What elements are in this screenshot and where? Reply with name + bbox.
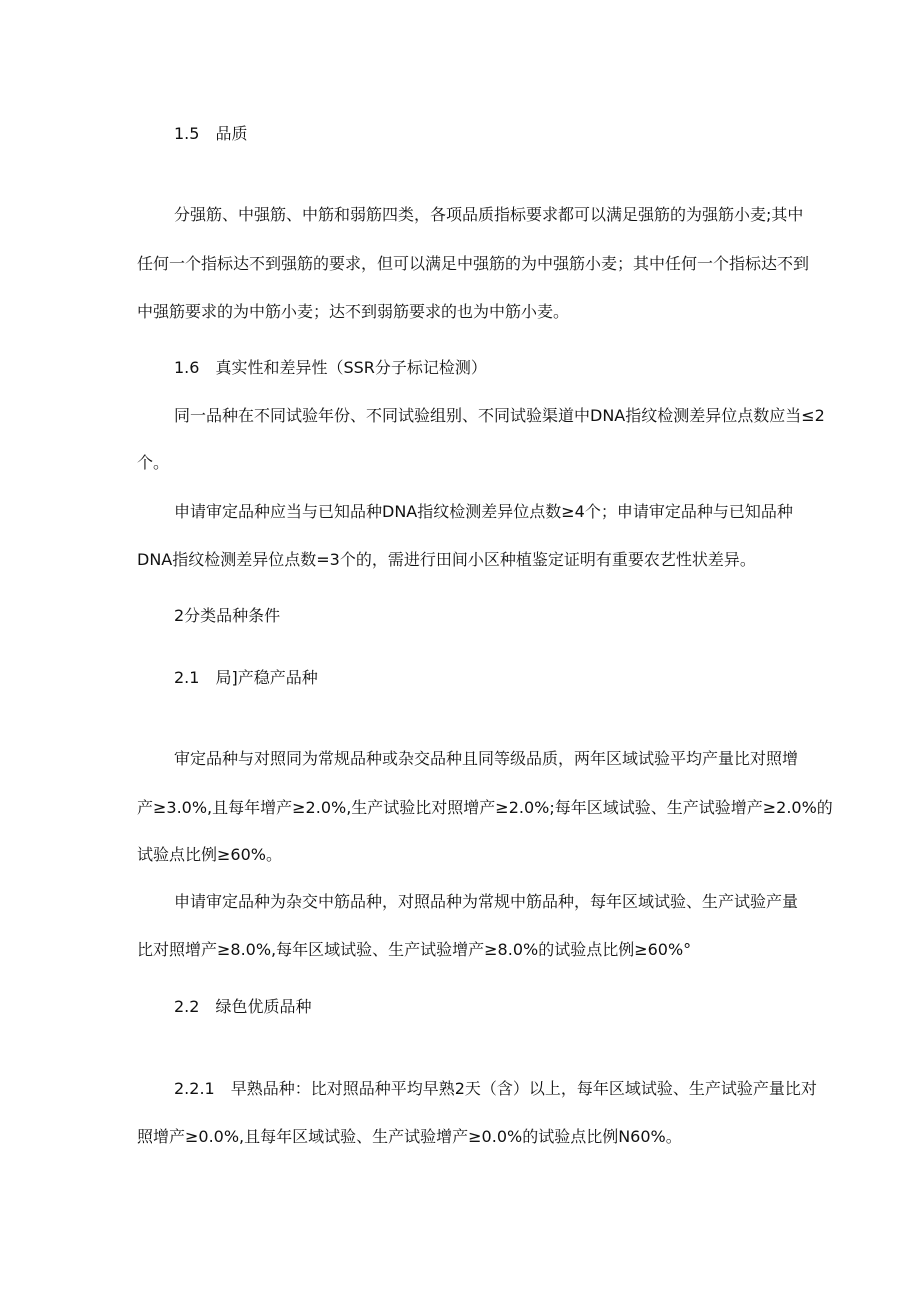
yield-paragraph-1-line-1: 审定品种与对照同为常规品种或杂交品种且同等级品质，两年区域试验平均产量比对照增 <box>174 749 799 768</box>
ssr-paragraph-2-line-2: DNA指纹检测差异位点数=3个的，需进行田间小区种植鉴定证明有重要农艺性状差异。 <box>137 550 756 569</box>
heading-2: 2分类品种条件 <box>174 606 281 625</box>
quality-paragraph-line-3: 中强筋要求的为中筋小麦；达不到弱筋要求的也为中筋小麦。 <box>137 302 570 321</box>
heading-2-1: 2.1 局]产稳产品种 <box>174 668 318 687</box>
yield-paragraph-1-line-3: 试验点比例≥60%。 <box>137 845 282 864</box>
ssr-paragraph-1-line-2: 个。 <box>137 453 170 472</box>
early-maturity-line-1: 2.2.1 早熟品种：比对照品种平均早熟2天（含）以上，每年区域试验、生产试验产量比对 <box>174 1079 817 1098</box>
heading-2-2: 2.2 绿色优质品种 <box>174 997 312 1016</box>
ssr-paragraph-2-line-1: 申请审定品种应当与已知品种DNA指纹检测差异位点数≥4个；申请审定品种与已知品种 <box>174 502 793 521</box>
heading-1-6: 1.6 真实性和差异性（SSR分子标记检测） <box>174 358 487 377</box>
early-maturity-line-2: 照增产≥0.0%,且每年区域试验、生产试验增产≥0.0%的试验点比例N60%。 <box>137 1127 682 1146</box>
yield-paragraph-2-line-2: 比对照增产≥8.0%,每年区域试验、生产试验增产≥8.0%的试验点比例≥60%° <box>137 940 692 959</box>
quality-paragraph-line-2: 任何一个指标达不到强筋的要求，但可以满足中强筋的为中强筋小麦；其中任何一个指标达不到 <box>137 254 810 273</box>
heading-1-5: 1.5 品质 <box>174 124 248 143</box>
yield-paragraph-1-line-2: 产≥3.0%,且每年增产≥2.0%,生产试验比对照增产≥2.0%;每年区域试验、生产试验增产≥2.0%的 <box>137 798 833 817</box>
quality-paragraph-line-1: 分强筋、中强筋、中筋和弱筋四类，各项品质指标要求都可以满足强筋的为强筋小麦;其中 <box>174 205 804 224</box>
yield-paragraph-2-line-1: 申请审定品种为杂交中筋品种，对照品种为常规中筋品种，每年区域试验、生产试验产量 <box>174 892 799 911</box>
ssr-paragraph-1-line-1: 同一品种在不同试验年份、不同试验组别、不同试验渠道中DNA指纹检测差异位点数应当≤2 <box>174 406 825 425</box>
